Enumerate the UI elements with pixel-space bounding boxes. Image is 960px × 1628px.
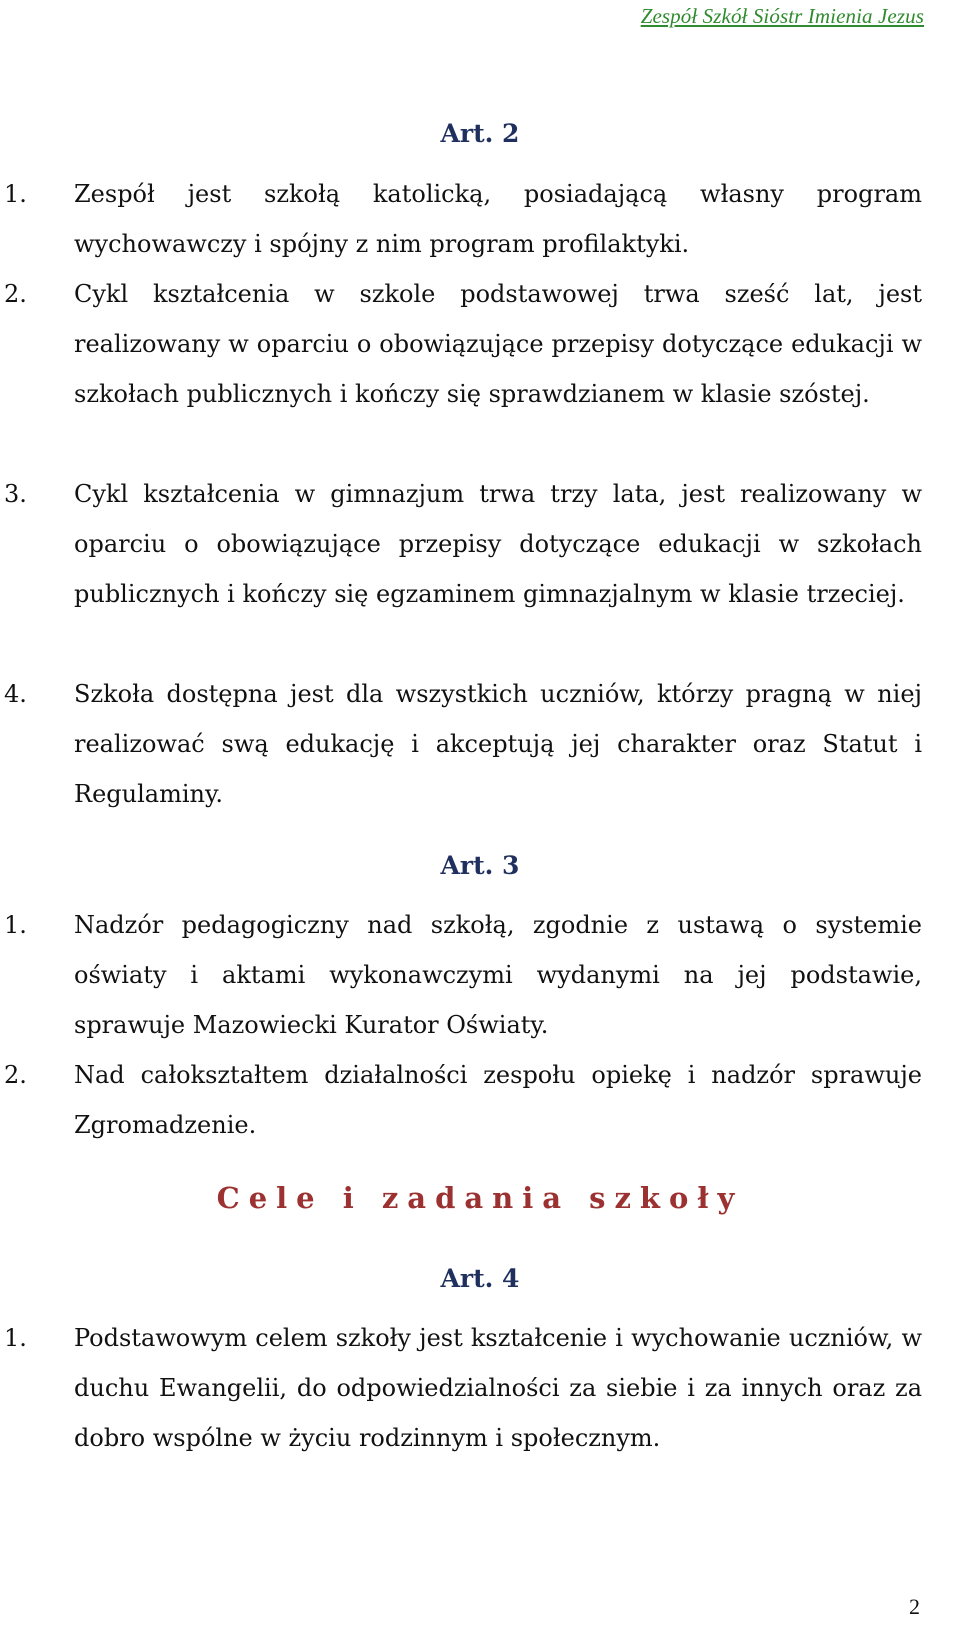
art-3-heading: Art. 3 [440,851,520,880]
item-text: Zespół jest szkołą katolicką, posiadającą własny program wychowawczy i spójny z nim program profilaktyki. [74,180,922,258]
item-number: 1. [4,180,27,208]
item-number: 1. [4,1324,27,1352]
item-number: 3. [4,480,27,508]
section-title: Cele i zadania szkoły [216,1181,744,1215]
item-text: Cykl kształcenia w gimnazjum trwa trzy lata, jest realizowany w oparciu o obowiązujące przepisy dotyczące edukacji w szkołach publicznych i kończy się egzaminem gimnazjalnym w klasie trzeciej. [74,480,922,608]
item-text: Szkoła dostępna jest dla wszystkich uczniów, którzy pragną w niej realizować swą edukację i akceptują jej charakter oraz Statut i Regulaminy. [74,680,922,808]
item-number: 2. [4,280,27,308]
item-number: 4. [4,680,27,708]
art-2-heading: Art. 2 [440,119,520,148]
art-4-heading: Art. 4 [440,1264,520,1293]
item-text: Nad całokształtem działalności zespołu opiekę i nadzór sprawuje Zgromadzenie. [74,1061,922,1139]
running-header: Zespół Szkół Sióstr Imienia Jezus [640,4,924,28]
item-text: Nadzór pedagogiczny nad szkołą, zgodnie z ustawą o systemie oświaty i aktami wykonawczymi wydanymi na jej podstawie, sprawuje Mazowiecki Kurator Oświaty. [74,911,922,1039]
item-text: Cykl kształcenia w szkole podstawowej trwa sześć lat, jest realizowany w oparciu o obowiązujące przepisy dotyczące edukacji w szkołach publicznych i kończy się sprawdzianem w klasie szóstej. [74,280,922,408]
item-number: 1. [4,911,27,939]
page-number: 2 [909,1594,920,1619]
item-text: Podstawowym celem szkoły jest kształcenie i wychowanie uczniów, w duchu Ewangelii, do odpowiedzialności za siebie i za innych oraz za dobro wspólne w życiu rodzinnym i społecznym. [74,1324,922,1452]
item-number: 2. [4,1061,27,1089]
